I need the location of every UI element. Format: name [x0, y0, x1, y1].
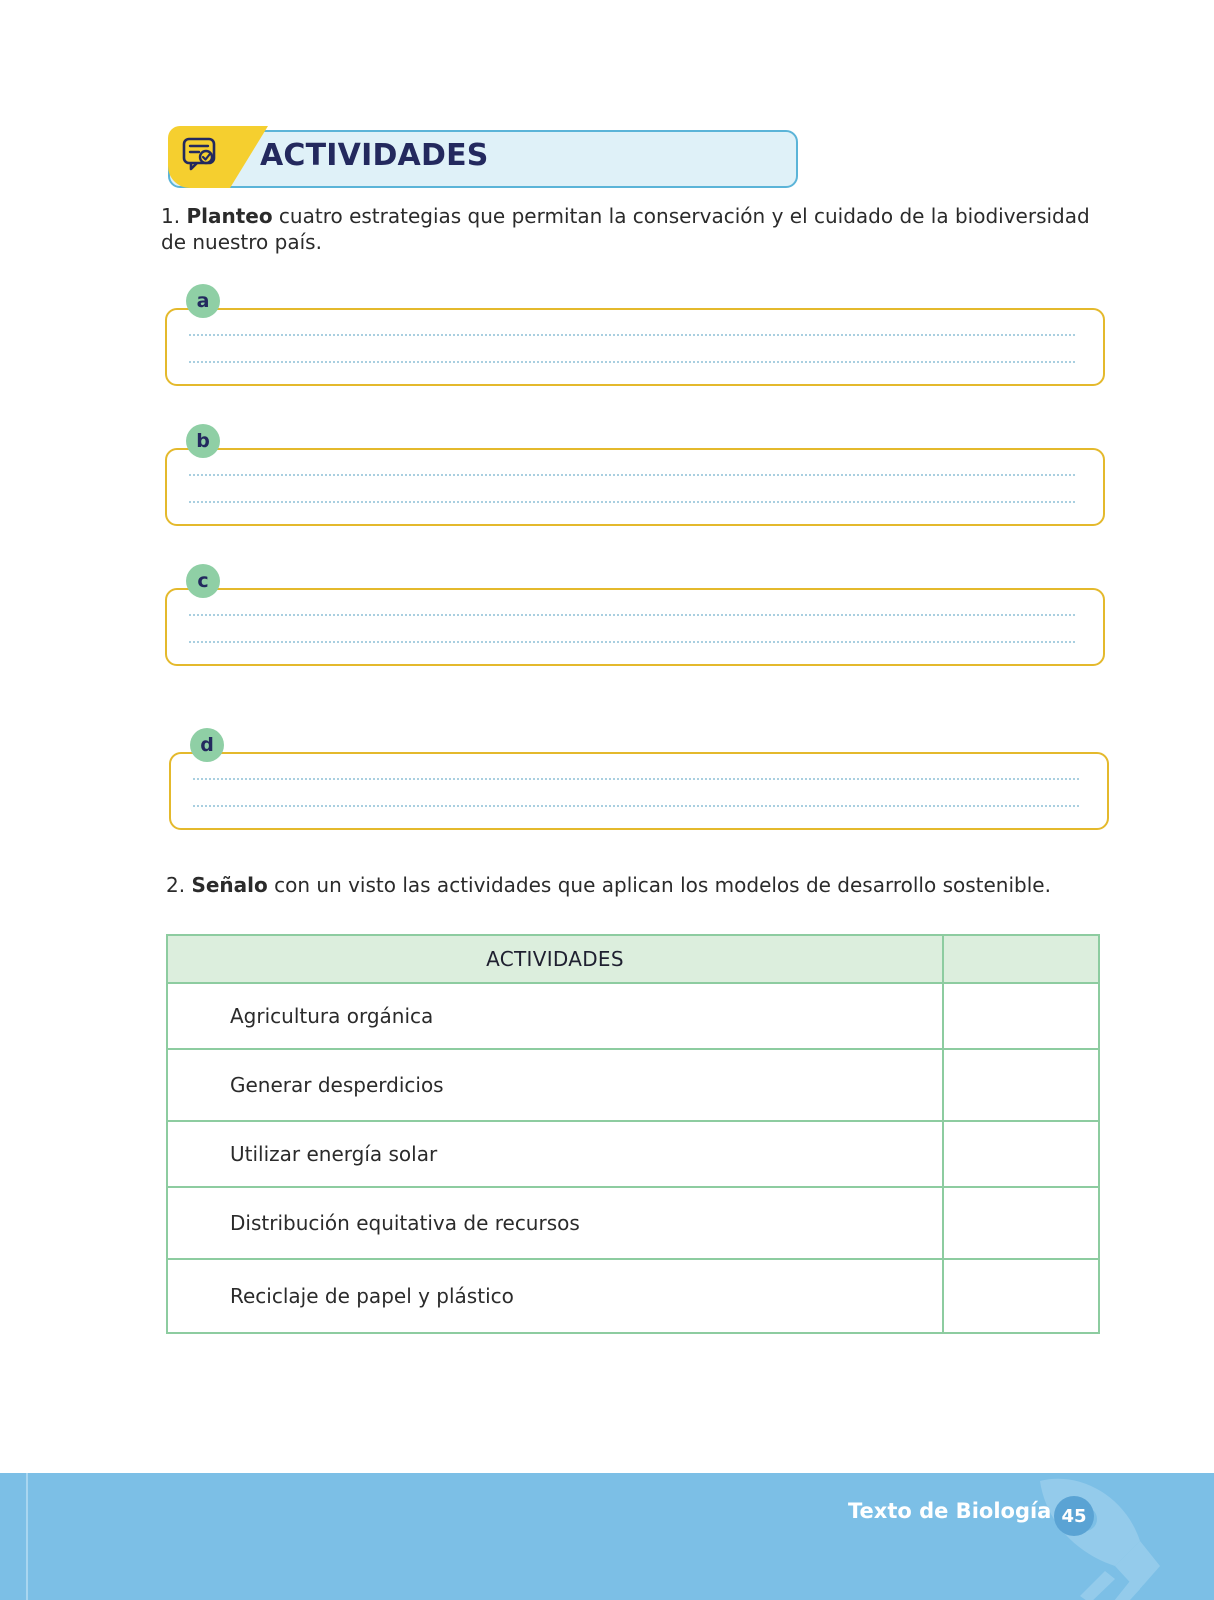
- writing-line: [193, 778, 1079, 780]
- question-verb: Planteo: [186, 204, 273, 228]
- activity-label: Utilizar energía solar: [167, 1121, 943, 1187]
- check-cell[interactable]: [943, 1049, 1099, 1121]
- answer-box-c[interactable]: [165, 588, 1105, 666]
- question-text: cuatro estrategias que permitan la conservación y el cuidado de la biodiversidad de nuestro país.: [161, 204, 1090, 254]
- table-row: [167, 1121, 1099, 1187]
- activities-table: [166, 934, 1100, 1334]
- checklist-icon: [181, 136, 217, 172]
- answer-label-a: a: [186, 284, 220, 318]
- table-row: [167, 1259, 1099, 1333]
- table-header-check: [943, 935, 1099, 983]
- writing-line: [189, 474, 1075, 476]
- question-verb: Señalo: [191, 873, 268, 897]
- writing-line: [189, 614, 1075, 616]
- table-row: [167, 1049, 1099, 1121]
- writing-line: [189, 334, 1075, 336]
- writing-line: [189, 361, 1075, 363]
- book-title: Texto de Biología: [848, 1499, 1052, 1523]
- answer-label-c: c: [186, 564, 220, 598]
- answer-label-d: d: [190, 728, 224, 762]
- activity-label: Reciclaje de papel y plástico: [167, 1259, 943, 1333]
- activity-label: Agricultura orgánica: [167, 983, 943, 1049]
- activity-label: Generar desperdicios: [167, 1049, 943, 1121]
- question-number: 2.: [166, 873, 186, 897]
- table-row: [167, 983, 1099, 1049]
- answer-label-b: b: [186, 424, 220, 458]
- check-cell[interactable]: [943, 1121, 1099, 1187]
- page-title: ACTIVIDADES: [260, 138, 489, 173]
- table-header-activities: ACTIVIDADES: [167, 935, 943, 983]
- question-text: con un visto las actividades que aplican los modelos de desarrollo sostenible.: [267, 873, 1051, 897]
- check-cell[interactable]: [943, 1259, 1099, 1333]
- question-2: [166, 872, 1116, 898]
- page-number: 45: [1054, 1496, 1094, 1536]
- check-cell[interactable]: [943, 1187, 1099, 1259]
- table-row: [167, 1187, 1099, 1259]
- question-1: [161, 203, 1111, 255]
- rocket-icon: [1020, 1473, 1170, 1600]
- activity-label: Distribución equitativa de recursos: [167, 1187, 943, 1259]
- writing-line: [189, 641, 1075, 643]
- page-footer: [0, 1473, 1214, 1600]
- footer-divider: [26, 1473, 28, 1600]
- table-header-row: [167, 935, 1099, 983]
- answer-box-d[interactable]: [169, 752, 1109, 830]
- writing-line: [189, 501, 1075, 503]
- writing-line: [193, 805, 1079, 807]
- question-number: 1.: [161, 204, 181, 228]
- answer-box-a[interactable]: [165, 308, 1105, 386]
- check-cell[interactable]: [943, 983, 1099, 1049]
- answer-box-b[interactable]: [165, 448, 1105, 526]
